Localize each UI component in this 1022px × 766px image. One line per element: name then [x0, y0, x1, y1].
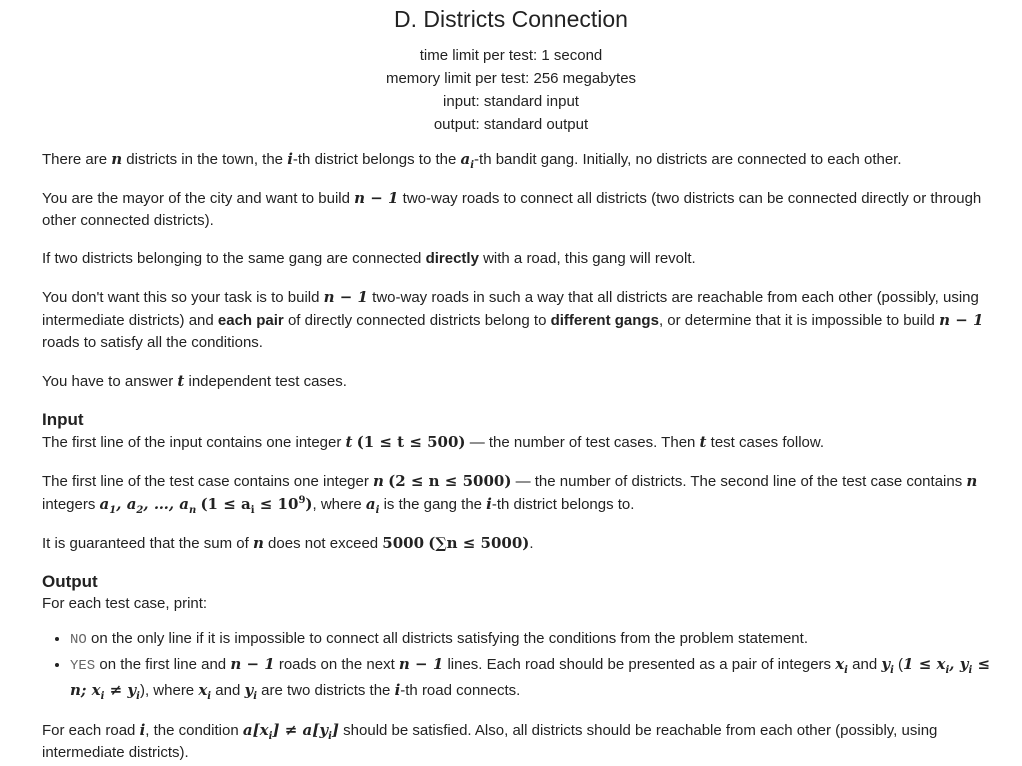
statement-paragraph-2: You are the mayor of the city and want to build n − 1 two-way roads to connect all districts (two districts can be connected directly or through other connected districts).: [42, 189, 982, 229]
output-list: [42, 627, 998, 703]
output-intro: For each test case, print:: [42, 595, 208, 612]
input-section-title: Input: [42, 410, 84, 429]
output-condition: For each road i, the condition $a[x_i] \ne a[y_i]$ should be satisfied. Also, all districts should be reachable from each other (possibly, using intermediate districts).: [42, 721, 938, 761]
problem-header: [0, 0, 1022, 136]
input-paragraph-3: It is guaranteed that the sum of n does not exceed 5000 (∑n ≤ 5000).: [42, 534, 534, 552]
output-file: output: standard output: [433, 116, 589, 133]
statement-paragraph-1: There are n districts in the town, the i-th district belongs to the $a_i-th$ bandit gang. Initially, no districts are connected to each other.: [42, 150, 902, 171]
statement-paragraph-5: You have to answer t independent test cases.: [42, 372, 347, 390]
list-item: • YES on the first line and n − 1 roads on the next n − 1 lines. Each road should be presented as a pair of integers $x_i$ and $y_i$ ($1 \le x_i$, $y_i \le n$; $x_i \ne y_i$), where $x_i$ and $y_i$ are two districts the i-th road connects.: [70, 652, 998, 703]
input-paragraph-2: The first line of the test case contains one integer n (2 ≤ n ≤ 5000) — the number of districts. The second line of the test case contains n integers $a_1$, $a_2$, …, $a_n$ $(1 \le a_i \le 10^9)$, where $a_i$ is the gang the i-th district belongs to.: [42, 472, 978, 516]
list-item: • NO on the only line if it is impossible to connect all districts satisfying the conditions from the problem statement.: [70, 627, 998, 652]
input-paragraph-1: The first line of the input contains one integer t (1 ≤ t ≤ 500) — the number of test cases. Then t test cases follow.: [42, 433, 825, 451]
input-file: input: standard input: [443, 93, 579, 110]
time-limit: time limit per test: 1 second: [419, 47, 603, 64]
output-section-title: Output: [42, 572, 98, 591]
problem-title: D. Districts Connection: [394, 6, 628, 32]
problem-statement: [42, 148, 998, 764]
statement-paragraph-4: You don't want this so your task is to build n − 1 two-way roads in such a way that all districts are reachable from each other (possibly, using intermediate districts) and each pair of directly connected districts belong to different gangs, or determine that it is impossible to build n − 1 roads to satisfy all the conditions.: [42, 288, 984, 351]
memory-limit: memory limit per test: 256 megabytes: [385, 70, 637, 87]
statement-paragraph-3: If two districts belonging to the same gang are connected directly with a road, this gang will revolt.: [42, 250, 696, 267]
